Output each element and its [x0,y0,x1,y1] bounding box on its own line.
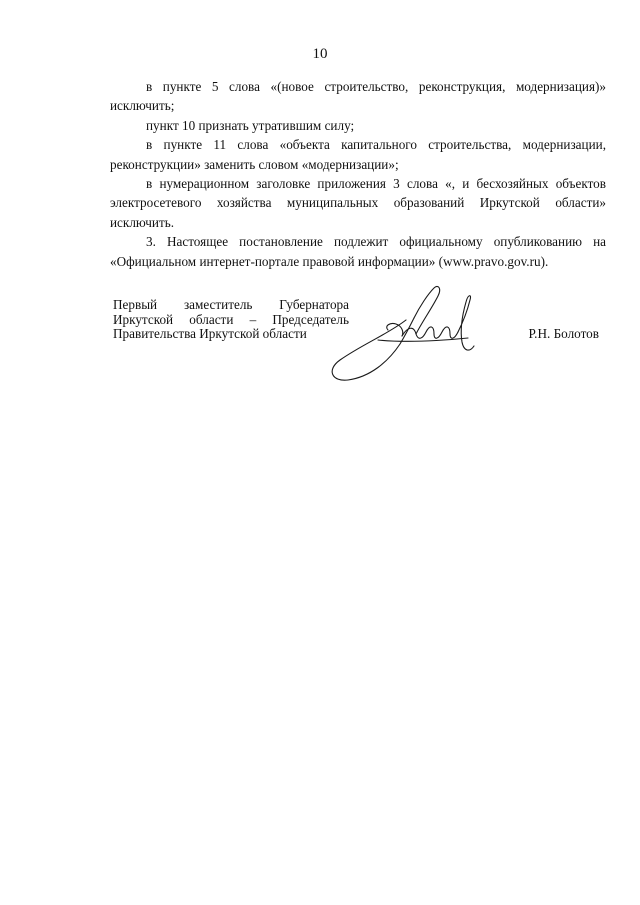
paragraph-item-10: пункт 10 признать утратившим силу; [146,117,355,133]
signatory-title-line: Первый заместитель Губернатора [113,297,349,312]
page-number: 10 [312,46,328,62]
signature-block [113,298,609,398]
paragraph-item-5: в пункте 5 слова «(новое строительство, реконструкция, модернизация)» исключить; [110,79,606,114]
signatory-title [113,298,349,342]
paragraph-publication: 3. Настоящее постановление подлежит официальному опубликованию на «Официальном интернет-портале правовой информации» (www.pravo.gov.ru). [110,234,606,269]
signatory-name: Р.Н. Болотов [528,326,599,341]
signatory-title-line: Иркутской области – Председатель [113,311,349,327]
document-body [110,77,606,271]
handwritten-signature-icon [318,282,478,390]
paragraph-item-11: в пункте 11 слова «объекта капитального строительства, модернизации, реконструкции» заменить словом «модернизации»; [110,137,606,172]
paragraph-appendix-3: в нумерационном заголовке приложения 3 слова «, и бесхозяйных объектов электросетевого хозяйства муниципальных образований Иркутской области» исключить. [110,176,606,230]
signatory-title-line: Правительства Иркутской области [113,326,307,341]
